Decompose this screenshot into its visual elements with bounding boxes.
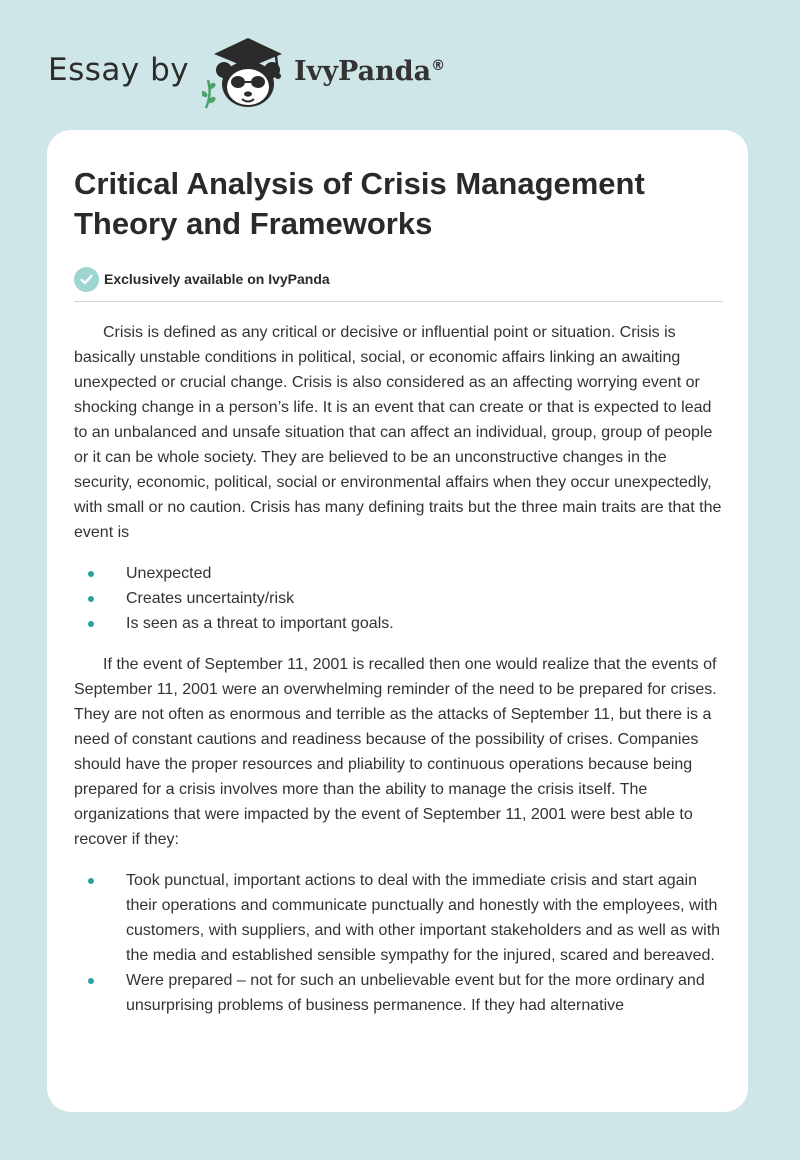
badge-text: Exclusively available on IvyPanda — [104, 271, 330, 287]
site-brand[interactable] — [48, 34, 508, 114]
page-title: Critical Analysis of Crisis Management Theory and Frameworks — [74, 166, 645, 241]
paragraph-1: Crisis is defined as any critical or decisive or influential point or situation. Crisis is basically unstable conditions in political, social, or economic affairs linking an awaiting unexpected or crucial change. Crisis is also considered as an affecting worrying event or shocking change in a person’s life. It is an event that can create or that is expected to lead to an unbalanced and unsafe situation that can affect an individual, group, group of people or it can be whole society. They are believed to be an unconstructive changes in the security, economic, political, social or environmental affairs when they occur unexpectedly, with small or no caution. Crisis has many defining traits but the three main traits are that the event is — [74, 324, 722, 541]
panda-graduate-icon — [202, 34, 294, 110]
bullet-icon — [88, 596, 94, 602]
bullet-icon — [88, 621, 94, 627]
check-icon — [74, 267, 99, 292]
list-item: Were prepared – not for such an unbelievable event but for the more ordinary and unsurprising problems of business permanence. If they had alternative — [126, 968, 723, 1018]
essay-card — [47, 130, 748, 1112]
divider — [74, 301, 723, 302]
recovery-list — [74, 868, 723, 1018]
brand-name: IvyPanda® — [294, 56, 446, 87]
traits-list — [74, 561, 723, 636]
list-item: Took punctual, important actions to deal with the immediate crisis and start again their operations and communicate punctually and honestly with the employees, with customers, with suppliers, and with other important stakeholders and as well as with the media and established sensible sympathy for the injured, scared and bereaved. — [126, 868, 723, 968]
bullet-icon — [88, 978, 94, 984]
paragraph-2: If the event of September 11, 2001 is recalled then one would realize that the events of September 11, 2001 were an overwhelming reminder of the need to be prepared for crises. They are not often as enormous and terrible as the attacks of September 11, but there is a need of constant cautions and readiness because of the possibility of crises. Companies should have the proper resources and pliability to continuous operations because being prepared for a crisis involves more than the ability to manage the crisis itself. The organizations that were impacted by the event of September 11, 2001 were best able to recover if they: — [74, 656, 717, 848]
bullet-icon — [88, 571, 94, 577]
list-item: Unexpected — [126, 561, 723, 586]
list-item: Is seen as a threat to important goals. — [126, 611, 723, 636]
essay-body — [74, 320, 723, 1018]
exclusive-badge — [74, 266, 723, 292]
brand-prefix: Essay by — [48, 52, 190, 88]
list-item: Creates uncertainty/risk — [126, 586, 723, 611]
bullet-icon — [88, 878, 94, 884]
